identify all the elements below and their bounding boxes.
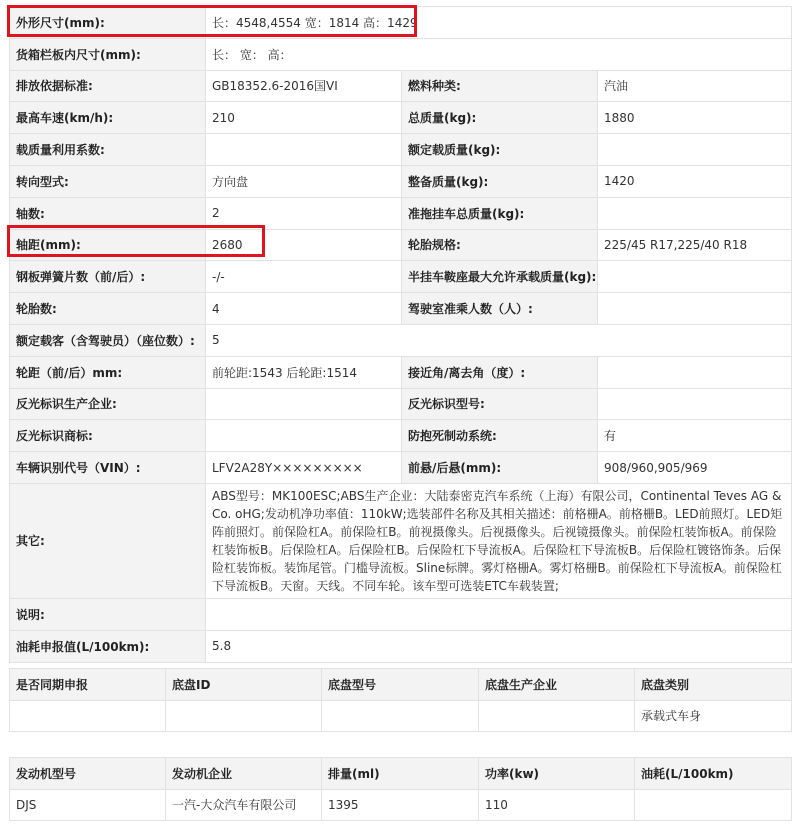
emission-label: 排放依据标准: <box>10 70 206 102</box>
tires-value: 4 <box>206 293 402 325</box>
other-value: ABS型号：MK100ESC;ABS生产企业：大陆泰密克汽车系统（上海）有限公司，Continental Teves AG & Co. oHG;发动机净功率值：110kW;选装部件名称及其相关描述：前格栅A。前格栅B。LED前照灯。LED矩阵前照灯。前保险杠A。前保险杠B。前视摄像头。后视摄像头。后视镜摄像头。前保险杠装饰板A。前保险杠装饰板B。后保险杠A。后保险杠B。后保险杠下导流板A。后保险杠下导流板B。后保险杠镀铬饰条。后保险杠装饰板。装饰尾管。门槛导流板。Sline标牌。雾灯格栅A。雾灯格栅B。前保险杠下导流板A。前保险杠下导流板B。天窗。天线。不同车轮。该车型可选装ETC车载装置; <box>206 483 792 598</box>
cab-passengers-label: 驾驶室准乘人数（人）: <box>402 293 598 325</box>
fuel-label: 燃料种类: <box>402 70 598 102</box>
spec-row-reflector-brand <box>10 420 792 452</box>
cargo-value: 长： 宽： 高： <box>206 38 792 70</box>
engine-table <box>9 757 792 821</box>
spec-row-cargo <box>10 38 792 70</box>
load-coef-label: 载质量利用系数: <box>10 134 206 166</box>
overhang-value: 908/960,905/969 <box>598 452 792 484</box>
chassis-header-id: 底盘ID <box>166 669 322 701</box>
reflector-model-label: 反光标识型号: <box>402 388 598 420</box>
approach-value <box>598 356 792 388</box>
engine-header-model: 发动机型号 <box>10 758 166 790</box>
total-mass-label: 总质量(kg): <box>402 102 598 134</box>
chassis-header-type: 底盘类别 <box>635 669 792 701</box>
spec-row-other <box>10 483 792 598</box>
spec-row-steering <box>10 165 792 197</box>
saddle-value <box>598 261 792 293</box>
reflector-maker-value <box>206 388 402 420</box>
spec-row-track <box>10 356 792 388</box>
curb-mass-value: 1420 <box>598 165 792 197</box>
vehicle-spec-table <box>9 6 792 663</box>
spec-row-tires <box>10 293 792 325</box>
wheelbase-label: 轴距(mm): <box>10 229 206 261</box>
steering-label: 转向型式: <box>10 165 206 197</box>
vin-label: 车辆识别代号（VIN）: <box>10 452 206 484</box>
note-value <box>206 598 792 630</box>
load-coef-value <box>206 134 402 166</box>
spec-row-vin <box>10 452 792 484</box>
axles-label: 轴数: <box>10 197 206 229</box>
seats-label: 额定载客（含驾驶员）（座位数）: <box>10 324 206 356</box>
tire-spec-value: 225/45 R17,225/40 R18 <box>598 229 792 261</box>
dims-value: 长：4548,4554 宽：1814 高：1429 <box>206 7 792 39</box>
engine-cell-displacement: 1395 <box>322 789 479 821</box>
seats-value: 5 <box>206 324 792 356</box>
overhang-label: 前悬/后悬(mm): <box>402 452 598 484</box>
engine-header-row <box>10 758 792 790</box>
note-label: 说明: <box>10 598 206 630</box>
table-row <box>10 789 792 821</box>
approach-label: 接近角/离去角（度）: <box>402 356 598 388</box>
spec-row-emission <box>10 70 792 102</box>
emission-value: GB18352.6-2016国VI <box>206 70 402 102</box>
table-row <box>10 700 792 732</box>
tow-mass-label: 准拖挂车总质量(kg): <box>402 197 598 229</box>
spec-row-seats <box>10 324 792 356</box>
chassis-cell-type: 承载式车身 <box>635 700 792 732</box>
chassis-cell-maker <box>479 700 635 732</box>
tow-mass-value <box>598 197 792 229</box>
springs-value: -/- <box>206 261 402 293</box>
fuel-consumption-value: 5.8 <box>206 630 792 662</box>
engine-header-power: 功率(kw) <box>479 758 635 790</box>
steering-value: 方向盘 <box>206 165 402 197</box>
chassis-header-maker: 底盘生产企业 <box>479 669 635 701</box>
fuel-consumption-label: 油耗申报值(L/100km): <box>10 630 206 662</box>
spec-row-axles <box>10 197 792 229</box>
abs-label: 防抱死制动系统: <box>402 420 598 452</box>
fuel-value: 汽油 <box>598 70 792 102</box>
engine-cell-consumption <box>635 789 792 821</box>
other-label: 其它: <box>10 483 206 598</box>
chassis-cell-sync <box>10 700 166 732</box>
engine-header-consumption: 油耗(L/100km) <box>635 758 792 790</box>
chassis-header-row <box>10 669 792 701</box>
spec-row-reflector-maker <box>10 388 792 420</box>
chassis-header-sync: 是否同期申报 <box>10 669 166 701</box>
cab-passengers-value <box>598 293 792 325</box>
speed-value: 210 <box>206 102 402 134</box>
track-value: 前轮距:1543 后轮距:1514 <box>206 356 402 388</box>
rated-load-label: 额定载质量(kg): <box>402 134 598 166</box>
spec-row-note <box>10 598 792 630</box>
spec-row-speed <box>10 102 792 134</box>
saddle-label: 半挂车鞍座最大允许承载质量(kg): <box>402 261 598 293</box>
engine-cell-model: DJS <box>10 789 166 821</box>
chassis-cell-model <box>322 700 479 732</box>
curb-mass-label: 整备质量(kg): <box>402 165 598 197</box>
spec-row-springs <box>10 261 792 293</box>
chassis-cell-id <box>166 700 322 732</box>
dims-label: 外形尺寸(mm): <box>10 7 206 39</box>
tires-label: 轮胎数: <box>10 293 206 325</box>
chassis-header-model: 底盘型号 <box>322 669 479 701</box>
engine-header-maker: 发动机企业 <box>166 758 322 790</box>
reflector-brand-label: 反光标识商标: <box>10 420 206 452</box>
reflector-model-value <box>598 388 792 420</box>
axles-value: 2 <box>206 197 402 229</box>
spec-row-fuel-consumption <box>10 630 792 662</box>
total-mass-value: 1880 <box>598 102 792 134</box>
rated-load-value <box>598 134 792 166</box>
wheelbase-value: 2680 <box>206 229 402 261</box>
reflector-brand-value <box>206 420 402 452</box>
engine-cell-maker: 一汽-大众汽车有限公司 <box>166 789 322 821</box>
tire-spec-label: 轮胎规格: <box>402 229 598 261</box>
spec-row-load <box>10 134 792 166</box>
engine-header-displacement: 排量(ml) <box>322 758 479 790</box>
vin-value: LFV2A28Y××××××××× <box>206 452 402 484</box>
speed-label: 最高车速(km/h): <box>10 102 206 134</box>
chassis-table <box>9 668 792 732</box>
abs-value: 有 <box>598 420 792 452</box>
track-label: 轮距（前/后）mm: <box>10 356 206 388</box>
cargo-label: 货箱栏板内尺寸(mm): <box>10 38 206 70</box>
spec-row-wheelbase <box>10 229 792 261</box>
spec-row-dimensions <box>10 7 792 39</box>
reflector-maker-label: 反光标识生产企业: <box>10 388 206 420</box>
engine-cell-power: 110 <box>479 789 635 821</box>
springs-label: 钢板弹簧片数（前/后）: <box>10 261 206 293</box>
